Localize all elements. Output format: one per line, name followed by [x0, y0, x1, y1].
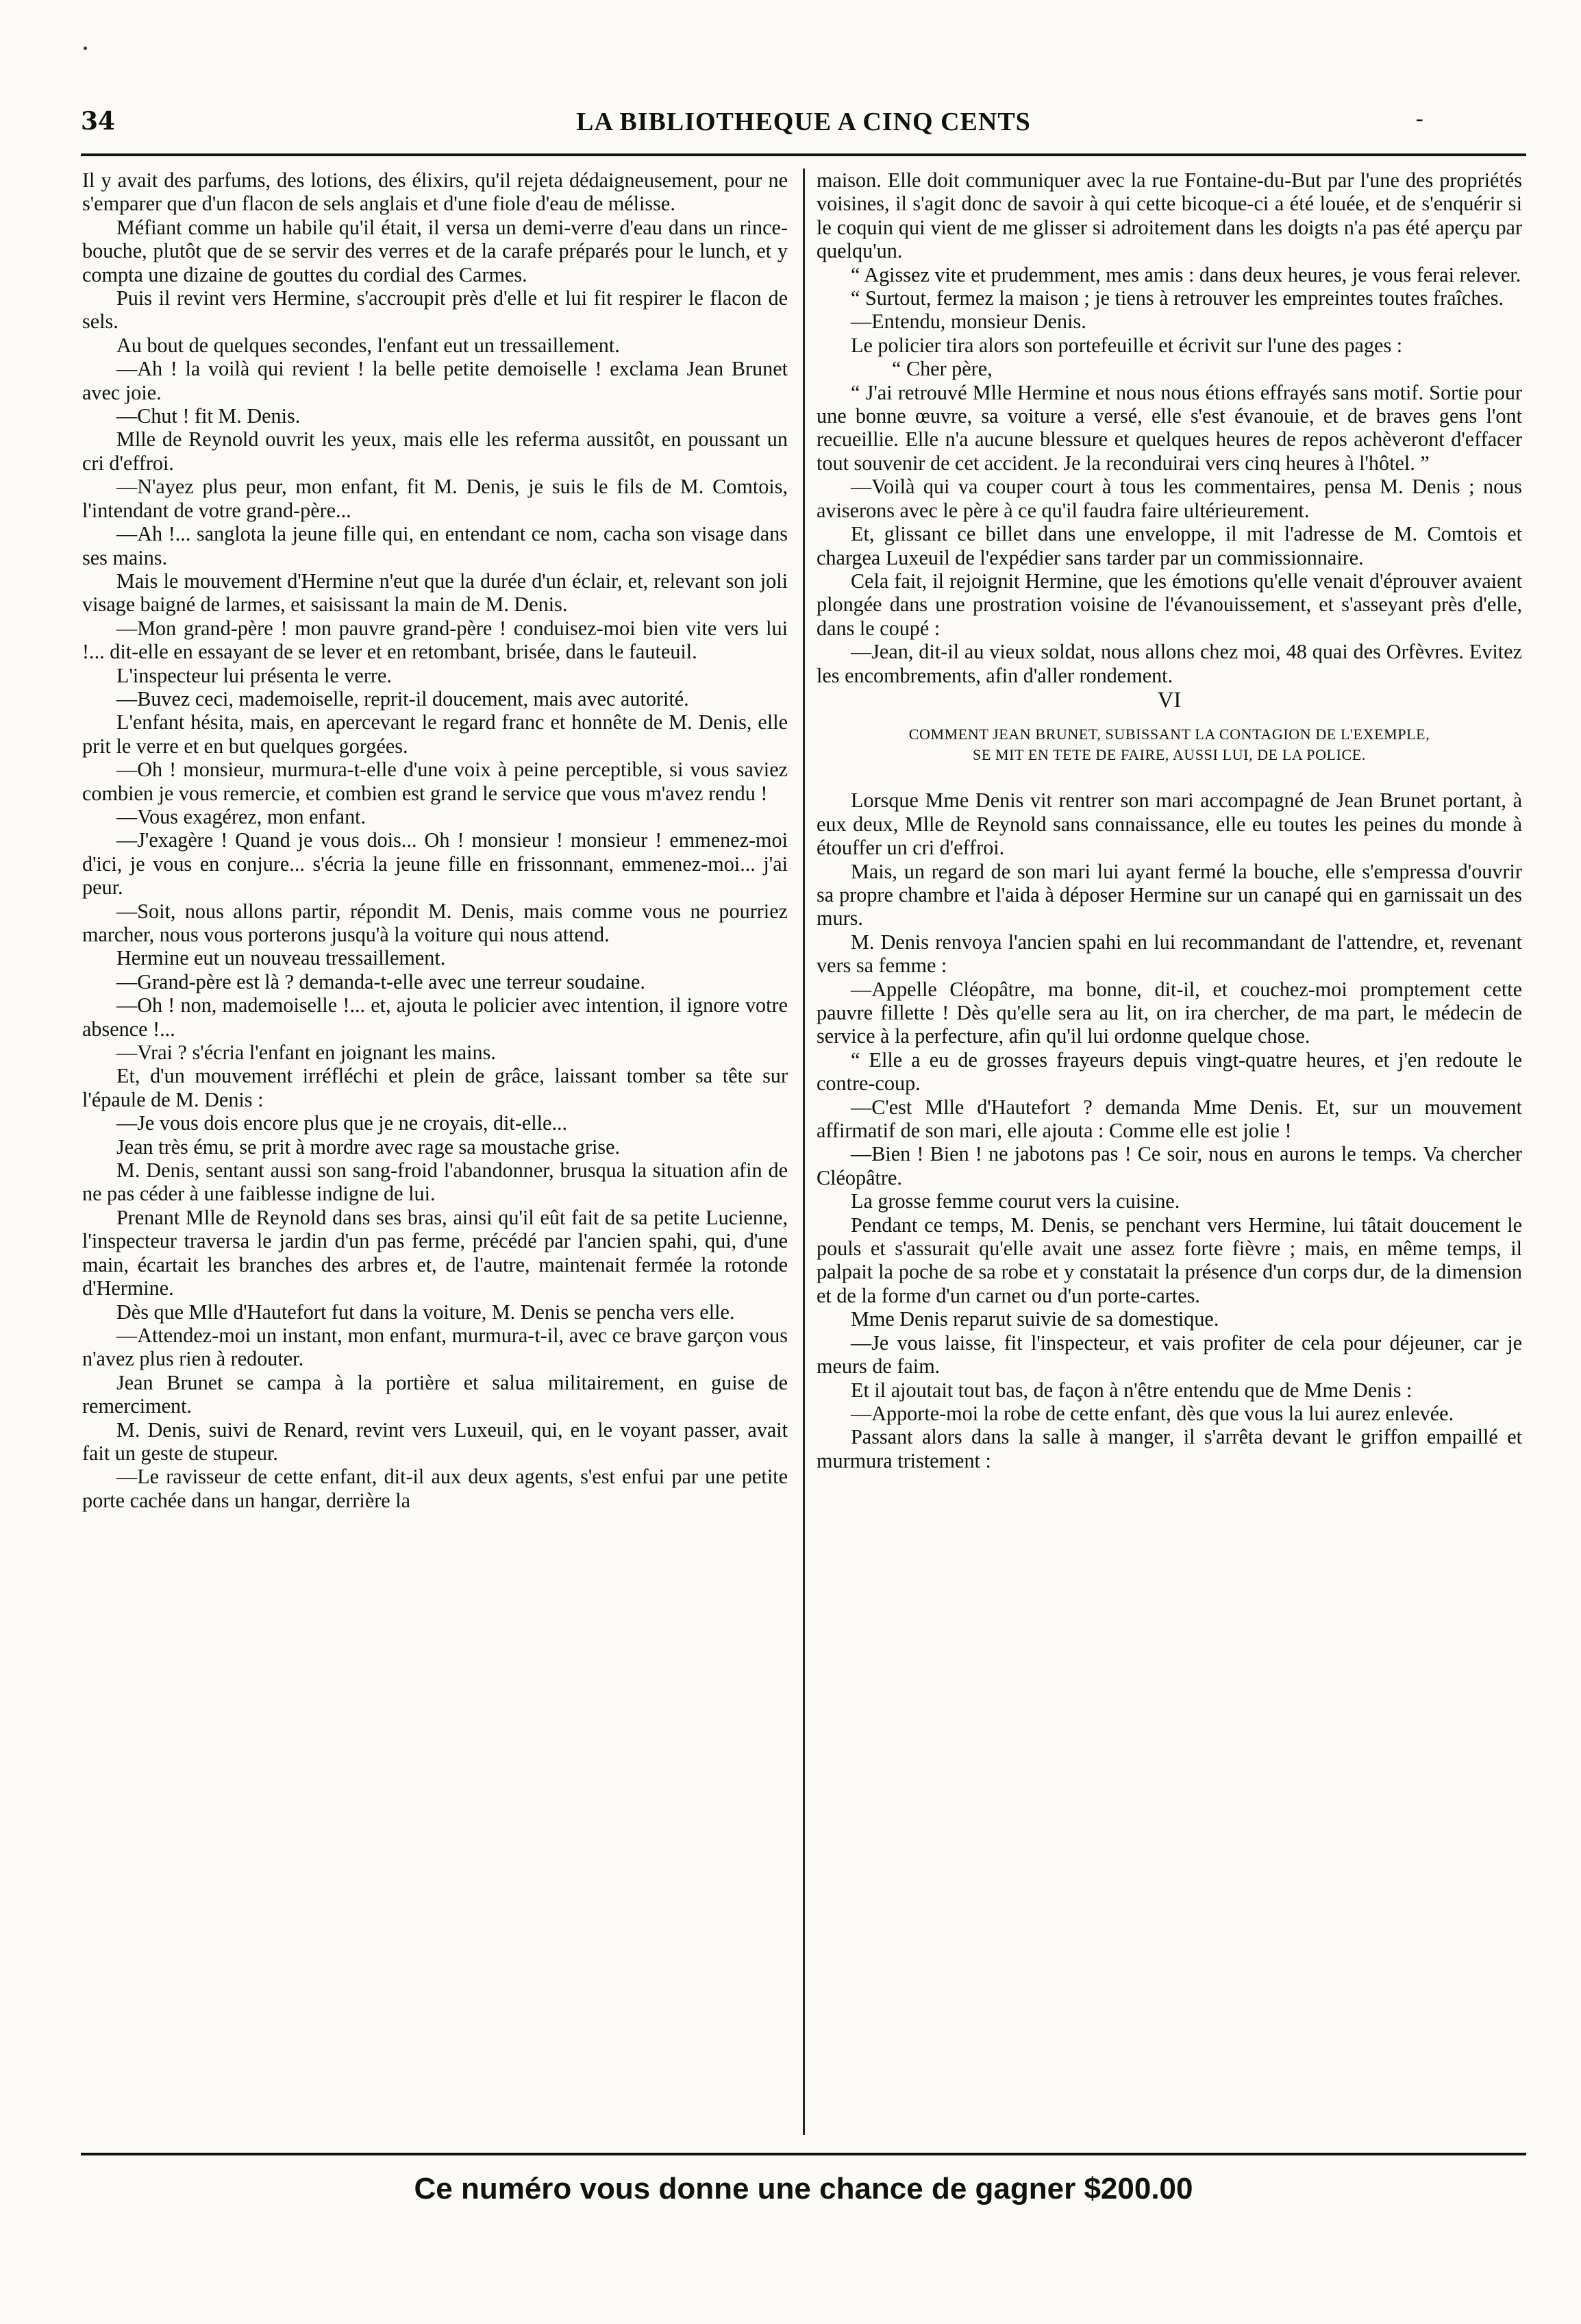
paragraph: —Mon grand-père ! mon pauvre grand-père ! conduisez-moi bien vite vers lui !... dit-elle en essayant de se lever et en retombant, brisée, dans le fauteuil. [82, 616, 788, 664]
paragraph: —Grand-père est là ? demanda-t-elle avec une terreur soudaine. [116, 969, 645, 993]
paragraph: “ Surtout, fermez la maison ; je tiens à retrouver les empreintes toutes fraîches. [851, 286, 1504, 310]
paragraph: —Ah !... sanglota la jeune fille qui, en entendant ce nom, cacha son visage dans ses mains. [82, 522, 788, 569]
chapter-title [817, 724, 1522, 765]
chapter-number: VI [1157, 687, 1182, 713]
header-rule [81, 153, 1526, 156]
paragraph: —Je vous dois encore plus que je ne croyais, dit-elle... [116, 1111, 568, 1135]
column-divider [803, 169, 805, 2135]
paragraph: —J'exagère ! Quand je vous dois... Oh ! monsieur ! monsieur ! emmenez-moi d'ici, je vous en conjure... s'écria la jeune fille en frissonnant, emmenez-moi... j'ai peur. [82, 828, 788, 900]
paragraph: —Bien ! Bien ! ne jabotons pas ! Ce soir, nous en aurons le temps. Va chercher Cléopâtre. [817, 1142, 1522, 1189]
paragraph: —Appelle Cléopâtre, ma bonne, dit-il, et couchez-moi promptement cette pauvre fillette ! Dès qu'elle sera au lit, on ira chercher, de ma part, le médecin de service à la perfecture, afin qu'il lui ordonne quelque chose. [817, 977, 1522, 1048]
paragraph: —Buvez ceci, mademoiselle, reprit-il doucement, mais avec autorité. [116, 687, 689, 710]
paragraph: “ Elle a eu de grosses frayeurs depuis vingt-quatre heures, et j'en redoute le contre-coup. [817, 1048, 1522, 1096]
paragraph: Il y avait des parfums, des lotions, des élixirs, qu'il rejeta dédaigneusement, pour ne s'emparer que d'un flacon de sels anglais et d'une fiole d'eau de mélisse. [82, 169, 788, 216]
paragraph: M. Denis, suivi de Renard, revint vers Luxeuil, qui, en le voyant passer, avait fait un geste de stupeur. [82, 1418, 788, 1465]
stray-mark [84, 47, 87, 50]
paragraph: —N'ayez plus peur, mon enfant, fit M. Denis, je suis le fils de M. Comtois, l'intendant de votre grand-père... [82, 475, 788, 522]
right-column [817, 169, 1522, 2142]
paragraph: Pendant ce temps, M. Denis, se penchant vers Hermine, lui tâtait doucement le pouls et s'assurait qu'elle avait une assez forte fièvre ; mais, en même temps, il palpait la poche de sa robe et y constatait la présence d'un corps dur, de la dimension et de la forme d'un carnet ou d'un porte-cartes. [817, 1213, 1522, 1307]
paragraph: Dès que Mlle d'Hautefort fut dans la voiture, M. Denis se pencha vers elle. [116, 1300, 735, 1324]
paragraph: —C'est Mlle d'Hautefort ? demanda Mme Denis. Et, sur un mouvement affirmatif de son mari, elle ajouta : Comme elle est jolie ! [817, 1095, 1522, 1143]
paragraph: Cela fait, il rejoignit Hermine, que les émotions qu'elle venait d'éprouver avaient plongée dans une prostration voisine de l'évanouissement, et s'asseyant près d'elle, dans le coupé : [817, 569, 1522, 640]
paragraph: Passant alors dans la salle à manger, il s'arrêta devant le griffon empaillé et murmura tristement : [817, 1425, 1522, 1472]
paragraph: Lorsque Mme Denis vit rentrer son mari accompagné de Jean Brunet portant, à eux deux, Mlle de Reynold sans connaissance, elle eu toutes les peines du monde à étouffer un cri d'effroi. [817, 789, 1522, 860]
page-header [81, 103, 1526, 144]
paragraph: Prenant Mlle de Reynold dans ses bras, ainsi qu'il eût fait de sa petite Lucienne, l'inspecteur traversa le jardin d'un pas ferme, précédé par l'ancien spahi, qui, d'une main, écartait les branches des arbres et, de l'autre, maintenait fermée la rotonde d'Hermine. [82, 1205, 788, 1300]
paragraph: “ Agissez vite et prudemment, mes amis : dans deux heures, je vous ferai relever. [851, 262, 1521, 286]
paragraph: Au bout de quelques secondes, l'enfant eut un tressaillement. [116, 333, 620, 357]
paragraph: Méfiant comme un habile qu'il était, il versa un demi-verre d'eau dans un rince-bouche, plutôt que de se servir des verres et de la carafe préparés pour le lunch, et y compta une dizaine de gouttes du cordial des Carmes. [82, 215, 788, 286]
paragraph: M. Denis, sentant aussi son sang-froid l'abandonner, brusqua la situation afin de ne pas céder à une faiblesse indigne de lui. [82, 1159, 788, 1206]
paragraph: —Je vous laisse, fit l'inspecteur, et vais profiter de cela pour déjeuner, car je meurs de faim. [817, 1331, 1522, 1379]
paragraph: —Le ravisseur de cette enfant, dit-il aux deux agents, s'est enfui par une petite porte cachée dans un hangar, derrière la [82, 1465, 788, 1512]
paragraph: “ J'ai retrouvé Mlle Hermine et nous nous étions effrayés sans motif. Sortie pour une bonne œuvre, sa voiture a versé, elle s'est évanouie, et de braves gens l'ont recueillie. Elle n'a aucune blessure et quelques heures de repos achèveront d'effacer tout souvenir de cet accident. Je la reconduirai vers cinq heures à l'hôtel. ” [817, 380, 1522, 475]
footer-rule [81, 2153, 1526, 2155]
paragraph: —Soit, nous allons partir, répondit M. Denis, mais comme vous ne pourriez marcher, nous vous porterons jusqu'à la voiture qui nous attend. [82, 899, 788, 946]
paragraph: —Apporte-moi la robe de cette enfant, dès que vous la lui aurez enlevée. [851, 1401, 1454, 1425]
publication-title: LA BIBLIOTHEQUE A CINQ CENTS [576, 108, 1031, 136]
paragraph: —Vous exagérez, mon enfant. [116, 804, 366, 828]
paragraph: M. Denis renvoya l'ancien spahi en lui recommandant de l'attendre, et, revenant vers sa femme : [817, 930, 1522, 978]
paragraph: La grosse femme courut vers la cuisine. [851, 1189, 1180, 1213]
paragraph: —Voilà qui va couper court à tous les commentaires, pensa M. Denis ; nous aviserons avec le père à ce qu'il faudra faire ultérieurement. [817, 475, 1522, 522]
header-mark: - [1415, 106, 1423, 133]
paragraph: Mais, un regard de son mari lui ayant fermé la bouche, elle s'empressa d'ouvrir sa propre chambre et l'aida à déposer Hermine sur un canapé qui en garnissait un des murs. [817, 859, 1522, 930]
paragraph: —Oh ! non, mademoiselle !... et, ajouta le policier avec intention, il ignore votre absence !... [82, 993, 788, 1041]
paragraph: Mais le mouvement d'Hermine n'eut que la durée d'un éclair, et, relevant son joli visage baigné de larmes, et saisissant la main de M. Denis. [82, 569, 788, 617]
paragraph: Le policier tira alors son portefeuille et écrivit sur l'une des pages : [851, 333, 1403, 357]
paragraph: —Vrai ? s'écria l'enfant en joignant les mains. [116, 1041, 496, 1065]
page-number: 34 [81, 107, 116, 136]
paragraph: L'inspecteur lui présenta le verre. [116, 663, 392, 687]
paragraph: Et, d'un mouvement irréfléchi et plein de grâce, laissant tomber sa tête sur l'épaule de M. Denis : [82, 1064, 788, 1111]
paragraph: —Jean, dit-il au vieux soldat, nous allons chez moi, 48 quai des Orfèvres. Evitez les encombrements, afin d'aller rondement. [817, 640, 1522, 687]
paragraph: —Chut ! fit M. Denis. [116, 404, 301, 428]
footer-banner: Ce numéro vous donne une chance de gagner $200.00 [414, 2172, 1193, 2205]
chapter-title-line: COMMENT JEAN BRUNET, SUBISSANT LA CONTAGION DE L'EXEMPLE, [908, 726, 1430, 743]
paragraph: —Ah ! la voilà qui revient ! la belle petite demoiselle ! exclama Jean Brunet avec joie. [82, 357, 788, 404]
paragraph: Jean très ému, se prit à mordre avec rage sa moustache grise. [116, 1135, 621, 1159]
letter-salutation: “ Cher père, [892, 357, 993, 381]
paragraph: Et, glissant ce billet dans une enveloppe, il mit l'adresse de M. Comtois et chargea Luxeuil de l'expédier sans tarder par un commissionnaire. [817, 522, 1522, 569]
paragraph: —Oh ! monsieur, murmura-t-elle d'une voix à peine perceptible, si vous saviez combien je vous remercie, et combien est grand le service que vous m'avez rendu ! [82, 758, 788, 805]
chapter-title-line: SE MIT EN TETE DE FAIRE, AUSSI LUI, DE LA POLICE. [973, 746, 1366, 764]
paragraph: maison. Elle doit communiquer avec la rue Fontaine-du-But par l'une des propriétés voisines, il s'agit donc de savoir à qui cette bicoque-ci a été louée, et de s'enquérir si le coquin qui vient de me glisser si adroitement dans les doigts n'a pas été aperçu par quelqu'un. [817, 169, 1522, 263]
paragraph: Et il ajoutait tout bas, de façon à n'être entendu que de Mme Denis : [851, 1378, 1412, 1402]
paragraph: Puis il revint vers Hermine, s'accroupit près d'elle et lui fit respirer le flacon de sels. [82, 286, 788, 334]
paragraph: Mlle de Reynold ouvrit les yeux, mais elle les referma aussitôt, en poussant un cri d'effroi. [82, 428, 788, 475]
paragraph: —Attendez-moi un instant, mon enfant, murmura-t-il, avec ce brave garçon vous n'avez plus rien à redouter. [82, 1323, 788, 1371]
left-column [82, 169, 788, 2142]
paragraph: —Entendu, monsieur Denis. [851, 310, 1086, 334]
paragraph: Hermine eut un nouveau tressaillement. [116, 946, 446, 970]
paragraph: L'enfant hésita, mais, en apercevant le regard franc et honnête de M. Denis, elle prit le verre et en but quelques gorgées. [82, 710, 788, 758]
paragraph: Jean Brunet se campa à la portière et salua militairement, en guise de remerciment. [82, 1370, 788, 1418]
paragraph: Mme Denis reparut suivie de sa domestique. [851, 1307, 1219, 1331]
